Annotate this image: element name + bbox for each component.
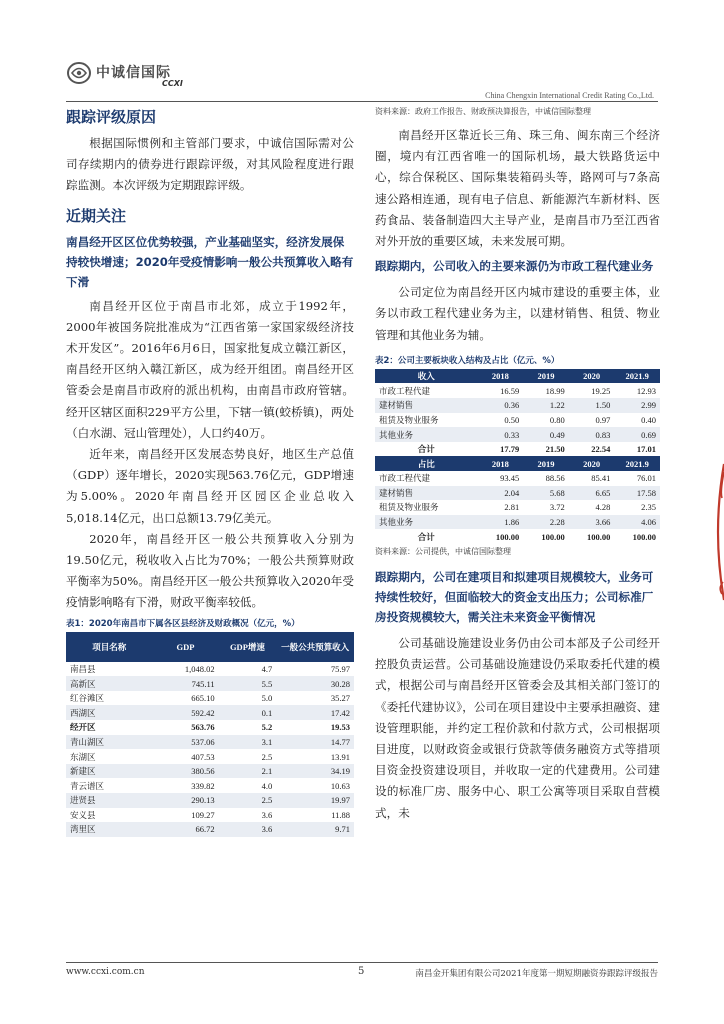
table2-caption: 表2：公司主要板块收入结构及占比（亿元、%） [375,355,560,366]
table-row [375,529,660,544]
table-cell: 2.35 [614,500,660,515]
table-row [375,427,660,442]
table-cell: 34.19 [276,764,354,779]
table-row [66,793,354,808]
paragraph-gdp-growth: 近年来，南昌经开区发展态势良好，地区生产总值（GDP）逐年增长，2020实现563.76亿元，GDP增速为5.00%。2020年南昌经开区园区企业总收入5,018.14亿元，出口总额13.79亿美元。 [66,447,354,525]
table-row [375,383,660,398]
paragraph-fiscal-revenue: 2020年，南昌经开区一般公共预算收入分别为19.50亿元，税收收入占比为70%；一般公共预算财政平衡率为50%。南昌经开区一般公共预算收入2020年受疫情影响略有下滑，财政平衡率较低。 [66,531,354,610]
table-header-cell: 2020 [569,456,615,471]
table-row [375,515,660,530]
table-cell: 0.49 [523,427,569,442]
table-cell: 18.99 [523,383,569,398]
table-row [66,764,354,779]
table-cell: 其他业务 [375,427,478,442]
table-cell: 3.6 [219,822,277,837]
table-cell: 2.1 [219,764,277,779]
table-cell: 592.42 [152,705,218,720]
paragraph-rating-reason: 根据国际惯例和主管部门要求，中诚信国际需对公司存续期内的债券进行跟踪评级，对其风险程度进行跟踪监测。本次评级为定期跟踪评级。 [66,136,354,193]
table-cell: 290.13 [152,793,218,808]
table-row [66,705,354,720]
table-header-cell: 项目名称 [66,632,152,662]
table-row [375,500,660,515]
table-cell: 1.50 [569,398,615,413]
revenue-structure-table [375,369,660,544]
table-cell: 合计 [375,442,478,457]
paragraph-company-positioning: 公司定位为南昌经开区内城市建设的重要主体，业务以市政工程代建业务为主，以建材销售、租赁、物业管理和其他业务为辅。 [375,285,660,342]
table-cell: 13.91 [276,749,354,764]
table-row [66,720,354,735]
table-cell: 3.6 [219,808,277,823]
company-logo [66,58,186,90]
paragraph-infrastructure-business: 公司基础设施建设业务仍由公司本部及子公司经开控股负责运营。公司基础设施建设仍采取委托代建的模式，根据公司与南昌经开区管委会及其相关部门签订的《委托代建协议》，公司在项目建设中主要承担融资、建设管理职能，并约定工程价款和付款方式，公司根据项目进度，以财政资金或银行贷款等债务融资方式等措项目资金投资建设项目，并收取一定的代建费用。公司建设的标准厂房、服务中心、职工公寓等项目采取自营模式，未 [375,635,660,820]
table-header-cell: 2020 [569,369,615,384]
table-header-cell: GDP [152,632,218,662]
table-cell: 76.01 [614,471,660,486]
table-cell: 537.06 [152,735,218,750]
table-row [375,471,660,486]
table-cell: 109.27 [152,808,218,823]
table-cell: 339.82 [152,778,218,793]
table-header-cell: 2019 [523,456,569,471]
table-cell: 安义县 [66,808,152,823]
table-cell: 西湖区 [66,705,152,720]
table-cell: 合计 [375,529,478,544]
seal-stamp-icon [710,462,724,602]
table-cell: 380.56 [152,764,218,779]
table-cell: 19.97 [276,793,354,808]
table-header-cell: 占比 [375,456,478,471]
table-cell: 5.68 [523,486,569,501]
table-cell: 2.99 [614,398,660,413]
table-header-cell: 2018 [478,369,524,384]
table-cell: 0.69 [614,427,660,442]
table-cell: 进贤县 [66,793,152,808]
table-cell: 0.40 [614,413,660,428]
table-cell: 东湖区 [66,749,152,764]
table-cell: 14.77 [276,735,354,750]
table-cell: 0.83 [569,427,615,442]
table-cell: 0.50 [478,413,524,428]
table-cell: 2.81 [478,500,524,515]
table-cell: 南昌县 [66,662,152,677]
table-cell: 0.33 [478,427,524,442]
header-divider [66,101,658,102]
table-cell: 12.93 [614,383,660,398]
table-cell: 1.86 [478,515,524,530]
table-row [375,398,660,413]
table-cell: 745.11 [152,676,218,691]
table-cell: 2.5 [219,793,277,808]
table-cell: 100.00 [478,529,524,544]
section-title-recent-focus: 近期关注 [66,206,127,225]
table-cell: 0.97 [569,413,615,428]
table-header-cell: 2021.9 [614,369,660,384]
table-row [66,735,354,750]
table-cell: 经开区 [66,720,152,735]
table-cell: 407.53 [152,749,218,764]
table-cell: 85.41 [569,471,615,486]
header-company-english: China Chengxin International Credit Rating Co.,Ltd. [485,91,654,100]
table-row [375,442,660,457]
table-header-cell: 2019 [523,369,569,384]
table-row [375,486,660,501]
table-header-cell: 收入 [375,369,478,384]
footer-report-title: 南昌金开集团有限公司2021年度第一期短期融资券跟踪评级报告 [415,969,658,979]
table-cell: 0.80 [523,413,569,428]
table-cell: 6.65 [569,486,615,501]
table-cell: 3.1 [219,735,277,750]
table1-caption: 表1：2020年南昌市下属各区县经济及财政概况（亿元，%） [66,618,300,629]
table-cell: 665.10 [152,691,218,706]
table-cell: 5.0 [219,691,277,706]
table-cell: 88.56 [523,471,569,486]
table-cell: 4.7 [219,662,277,677]
table-row [66,691,354,706]
table-cell: 1,048.02 [152,662,218,677]
table-cell: 新建区 [66,764,152,779]
table-header-cell: 2018 [478,456,524,471]
table-cell: 2.04 [478,486,524,501]
table-header-cell: 一般公共预算收入 [276,632,354,662]
district-economy-table [66,632,354,837]
table-cell: 17.42 [276,705,354,720]
table-cell: 租赁及物业服务 [375,413,478,428]
table-cell: 100.00 [614,529,660,544]
table-header-cell: 2021.9 [614,456,660,471]
table-cell: 19.25 [569,383,615,398]
footer-url: www.ccxi.com.cn [66,967,145,977]
table-cell: 35.27 [276,691,354,706]
table-cell: 1.22 [523,398,569,413]
logo-english-name: CCXI [162,79,183,88]
subheading-projects: 跟踪期内，公司在建项目和拟建项目规模较大，业务可持续性较好，但面临较大的资金支出压力；公司标准厂房投资规模较大，需关注未来资金平衡情况 [375,569,654,624]
table-cell: 5.2 [219,720,277,735]
table-cell: 市政工程代建 [375,471,478,486]
subheading-revenue-source: 跟踪期内，公司收入的主要来源仍为市政工程代建业务 [375,259,654,274]
table-cell: 租赁及物业服务 [375,500,478,515]
table-cell: 0.36 [478,398,524,413]
table-cell: 11.88 [276,808,354,823]
table-row [66,822,354,837]
table-cell: 21.50 [523,442,569,457]
table-cell: 17.79 [478,442,524,457]
left-column [66,106,354,837]
table-cell: 4.28 [569,500,615,515]
table-cell: 93.45 [478,471,524,486]
table-cell: 75.97 [276,662,354,677]
table-cell: 563.76 [152,720,218,735]
table-cell: 湾里区 [66,822,152,837]
paragraph-district-overview: 南昌经开区位于南昌市北郊，成立于1992年，2000年被国务院批准成为“江西省第一家国家级经济技术开发区”。2016年6月6日，国家批复成立赣江新区，南昌经开区纳入赣江新区，成为经开组团。南昌经开区管委会是南昌市政府的派出机构，由南昌市政府管辖。经开区辖区面积229平方公里，下辖一镇(蛟桥镇)，两处（白水湖、冠山管理处），人口约40万。 [66,298,354,440]
table-cell: 16.59 [478,383,524,398]
paragraph-location-economy: 南昌经开区靠近长三角、珠三角、闽东南三个经济圈，境内有江西省唯一的国际机场，最大铁路货运中心，综合保税区、国际集装箱码头等，路网可与7条高速公路相连通，现有电子信息、新能源汽车新材料、医药食品、装备制造四大主导产业，是南昌市乃至江西省对外开放的重要区域，未来发展可期。 [375,128,660,249]
table-row [66,778,354,793]
table-cell: 青山湖区 [66,735,152,750]
table-cell: 其他业务 [375,515,478,530]
footer-divider [66,962,658,963]
table-row [66,808,354,823]
table-cell: 建材销售 [375,486,478,501]
source-note-table1: 资料来源：政府工作报告、财政预决算报告，中诚信国际整理 [375,107,591,116]
table-cell: 5.5 [219,676,277,691]
table-cell: 2.5 [219,749,277,764]
table-cell: 红谷滩区 [66,691,152,706]
table-cell: 市政工程代建 [375,383,478,398]
section-title-rating-reason: 跟踪评级原因 [66,108,157,126]
table-cell: 4.0 [219,778,277,793]
table-cell: 22.54 [569,442,615,457]
table-cell: 4.06 [614,515,660,530]
table-cell: 17.58 [614,486,660,501]
table-cell: 3.72 [523,500,569,515]
table-cell: 10.63 [276,778,354,793]
table-row [66,676,354,691]
table-header-row [375,456,660,471]
table-row [66,662,354,677]
right-column [375,106,660,824]
table-row [375,413,660,428]
table-header-row [375,369,660,384]
table-cell: 17.01 [614,442,660,457]
subheading-location-advantage: 南昌经开区区位优势较强，产业基础坚实，经济发展保持较快增速；2020年受疫情影响一般公共预算收入略有下滑 [66,234,354,289]
page-number: 5 [358,966,365,977]
table-cell: 100.00 [569,529,615,544]
table-cell: 9.71 [276,822,354,837]
table-row [66,749,354,764]
table-cell: 青云谱区 [66,778,152,793]
table-cell: 3.66 [569,515,615,530]
table-cell: 66.72 [152,822,218,837]
ccxi-logo-icon [66,60,92,86]
table-header-cell: GDP增速 [219,632,277,662]
table-header-row [66,632,354,662]
table-cell: 2.28 [523,515,569,530]
table-cell: 100.00 [523,529,569,544]
table-cell: 0.1 [219,705,277,720]
table-cell: 高新区 [66,676,152,691]
table-cell: 19.53 [276,720,354,735]
logo-chinese-name: 中诚信国际 [96,65,171,81]
table-cell: 建材销售 [375,398,478,413]
source-note-table2: 资料来源：公司提供，中诚信国际整理 [375,546,511,556]
table-cell: 30.28 [276,676,354,691]
